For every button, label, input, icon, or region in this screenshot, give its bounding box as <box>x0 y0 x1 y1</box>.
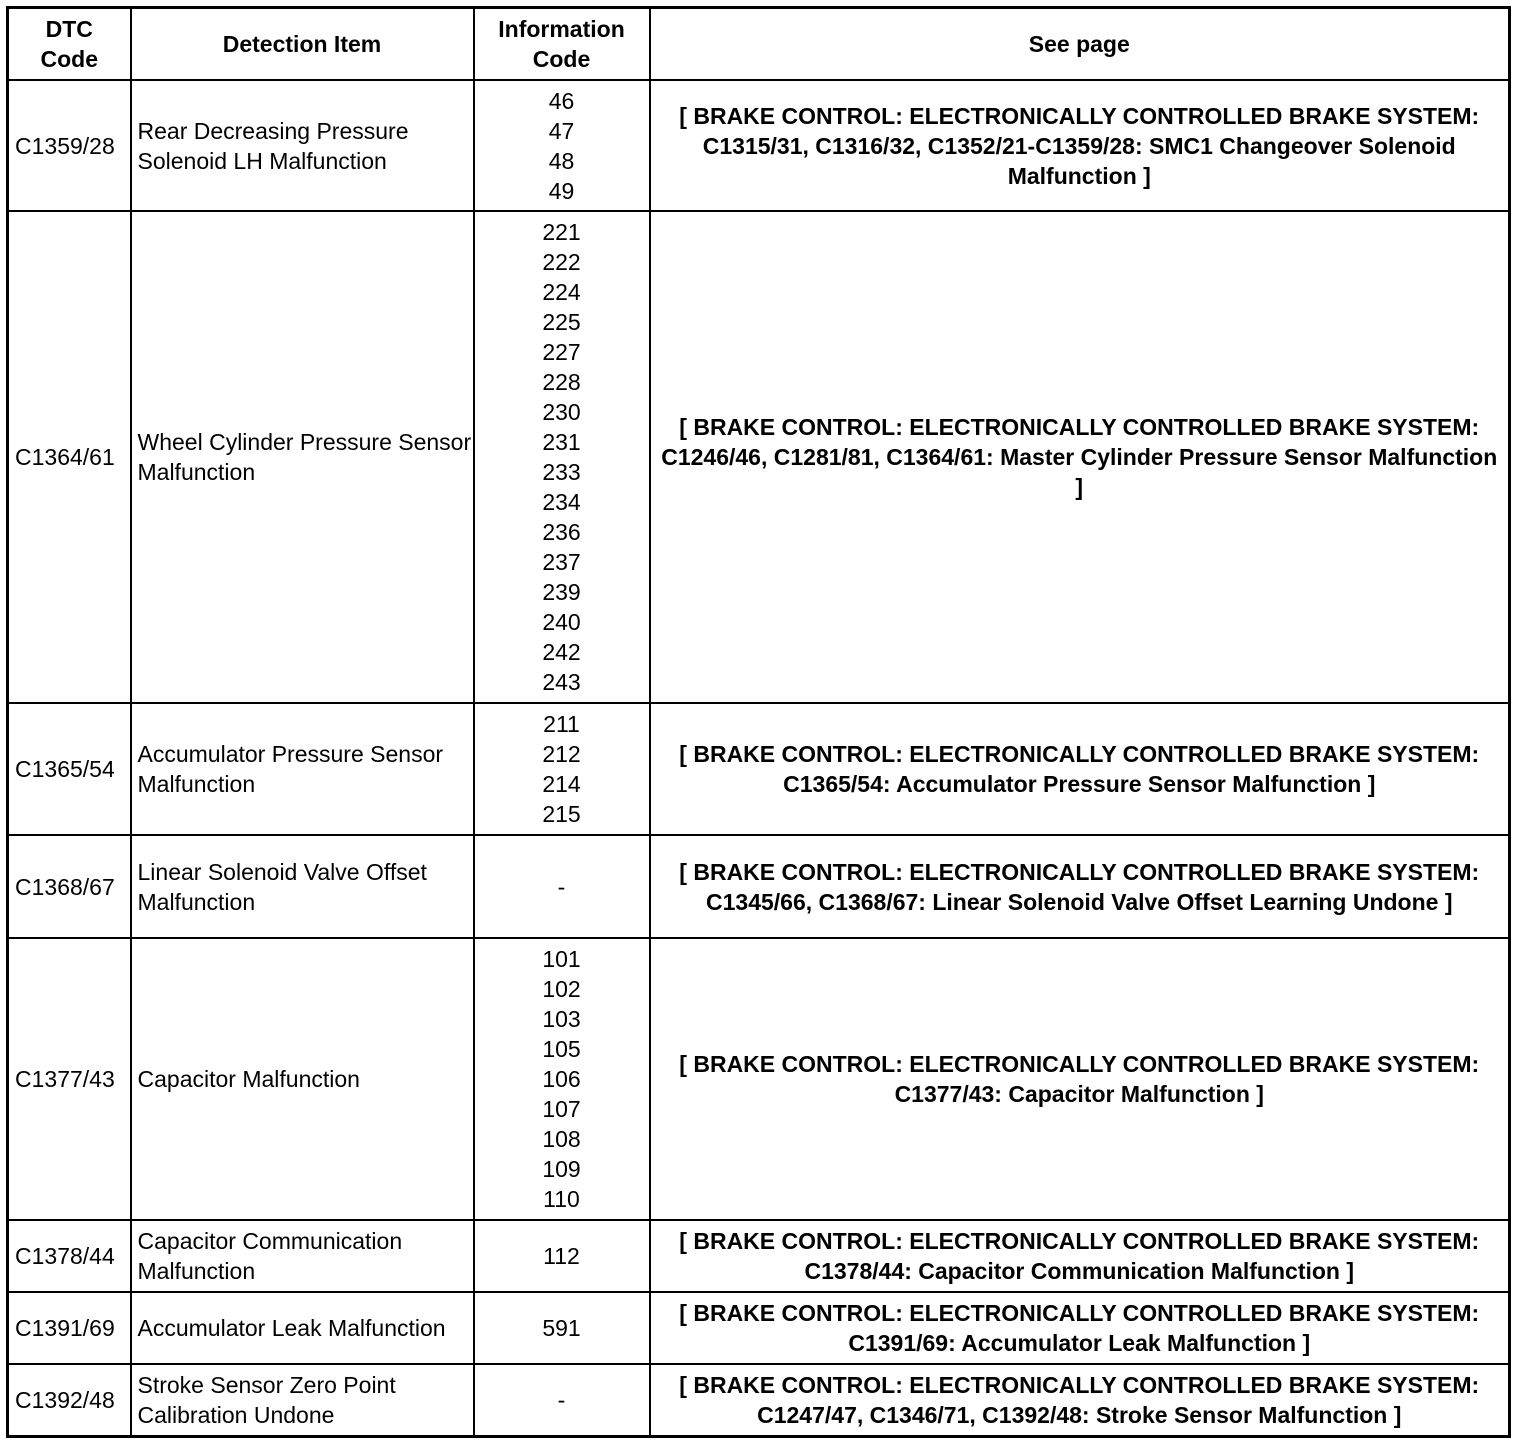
see-page-link[interactable]: [ BRAKE CONTROL: ELECTRONICALLY CONTROLLED BRAKE SYSTEM: C1345/66, C1368/67: Linear Solenoid Valve Offset Learning Undone ] <box>650 835 1510 938</box>
information-code: 237 <box>542 549 581 575</box>
table-row <box>8 835 1510 938</box>
see-page-link[interactable]: [ BRAKE CONTROL: ELECTRONICALLY CONTROLLED BRAKE SYSTEM: C1247/47, C1346/71, C1392/48: Stroke Sensor Malfunction ] <box>650 1364 1510 1436</box>
information-code: 221 <box>542 219 581 245</box>
table-row <box>8 1220 1510 1292</box>
information-code: 233 <box>542 459 581 485</box>
see-page-link[interactable]: [ BRAKE CONTROL: ELECTRONICALLY CONTROLLED BRAKE SYSTEM: C1315/31, C1316/32, C1352/21-C1359/28: SMC1 Changeover Solenoid Malfunction ] <box>650 80 1510 211</box>
dtc-code-cell: C1359/28 <box>8 80 131 211</box>
table-row <box>8 703 1510 835</box>
information-code: 106 <box>542 1066 581 1092</box>
information-code: 101 <box>542 946 581 972</box>
information-code: 105 <box>542 1036 581 1062</box>
table-row <box>8 1292 1510 1364</box>
information-code: 48 <box>548 147 575 174</box>
information-code: 242 <box>542 639 581 665</box>
information-code: - <box>557 1386 566 1413</box>
information-code: 230 <box>542 399 581 425</box>
information-code: 110 <box>543 1186 580 1212</box>
information-code-cell <box>474 80 650 211</box>
table-body <box>8 80 1510 1436</box>
table-row <box>8 211 1510 703</box>
detection-item-cell: Capacitor Malfunction <box>131 938 474 1220</box>
header-information-code: Information Code <box>474 8 650 81</box>
information-code: 234 <box>542 489 581 515</box>
detection-item-cell: Stroke Sensor Zero Point Calibration Undone <box>131 1364 474 1436</box>
information-code: 49 <box>548 177 575 204</box>
information-code: 231 <box>542 429 581 455</box>
table-row <box>8 80 1510 211</box>
detection-item-cell: Wheel Cylinder Pressure Sensor Malfunction <box>131 211 474 703</box>
information-code: 47 <box>548 117 575 144</box>
table-header-row <box>8 8 1510 81</box>
header-detection-item: Detection Item <box>131 8 474 81</box>
information-code: 228 <box>542 369 581 395</box>
dtc-code-cell: C1364/61 <box>8 211 131 703</box>
dtc-code-cell: C1391/69 <box>8 1292 131 1364</box>
information-code: 239 <box>542 579 581 605</box>
information-code-cell <box>474 1292 650 1364</box>
information-code: 224 <box>542 279 581 305</box>
information-code: 240 <box>542 609 581 635</box>
information-code: - <box>557 873 566 900</box>
information-code: 591 <box>542 1315 581 1341</box>
dtc-table <box>6 6 1511 1438</box>
information-code: 227 <box>542 339 581 365</box>
information-code: 222 <box>542 249 581 275</box>
information-code: 243 <box>542 669 581 695</box>
header-dtc-code: DTC Code <box>8 8 131 81</box>
information-code-cell <box>474 1364 650 1436</box>
detection-item-cell: Accumulator Leak Malfunction <box>131 1292 474 1364</box>
information-code: 112 <box>543 1243 580 1269</box>
detection-item-cell: Accumulator Pressure Sensor Malfunction <box>131 703 474 835</box>
information-code: 107 <box>542 1096 581 1122</box>
information-code: 102 <box>542 976 581 1002</box>
table-row <box>8 1364 1510 1436</box>
information-code: 212 <box>542 741 581 767</box>
see-page-link[interactable]: [ BRAKE CONTROL: ELECTRONICALLY CONTROLLED BRAKE SYSTEM: C1246/46, C1281/81, C1364/61: Master Cylinder Pressure Sensor Malfunction ] <box>650 211 1510 703</box>
information-code-cell <box>474 835 650 938</box>
information-code-cell <box>474 703 650 835</box>
information-code-cell <box>474 1220 650 1292</box>
information-code: 215 <box>542 801 581 827</box>
dtc-code-cell: C1368/67 <box>8 835 131 938</box>
detection-item-cell: Linear Solenoid Valve Offset Malfunction <box>131 835 474 938</box>
information-code: 225 <box>542 309 581 335</box>
information-code: 109 <box>542 1156 581 1182</box>
information-code: 46 <box>548 87 575 114</box>
see-page-link[interactable]: [ BRAKE CONTROL: ELECTRONICALLY CONTROLLED BRAKE SYSTEM: C1365/54: Accumulator Pressure Sensor Malfunction ] <box>650 703 1510 835</box>
information-code: 211 <box>543 711 580 737</box>
dtc-code-cell: C1392/48 <box>8 1364 131 1436</box>
detection-item-cell: Capacitor Communication Malfunction <box>131 1220 474 1292</box>
information-code-cell <box>474 211 650 703</box>
header-see-page: See page <box>650 8 1510 81</box>
information-code-cell <box>474 938 650 1220</box>
information-code: 103 <box>542 1006 581 1032</box>
information-code: 236 <box>542 519 581 545</box>
dtc-code-cell: C1365/54 <box>8 703 131 835</box>
information-code: 108 <box>542 1126 581 1152</box>
see-page-link[interactable]: [ BRAKE CONTROL: ELECTRONICALLY CONTROLLED BRAKE SYSTEM: C1377/43: Capacitor Malfunction ] <box>650 938 1510 1220</box>
detection-item-cell: Rear Decreasing Pressure Solenoid LH Malfunction <box>131 80 474 211</box>
see-page-link[interactable]: [ BRAKE CONTROL: ELECTRONICALLY CONTROLLED BRAKE SYSTEM: C1378/44: Capacitor Communication Malfunction ] <box>650 1220 1510 1292</box>
see-page-link[interactable]: [ BRAKE CONTROL: ELECTRONICALLY CONTROLLED BRAKE SYSTEM: C1391/69: Accumulator Leak Malfunction ] <box>650 1292 1510 1364</box>
information-code: 214 <box>542 771 581 797</box>
dtc-code-cell: C1377/43 <box>8 938 131 1220</box>
table-row <box>8 938 1510 1220</box>
dtc-code-cell: C1378/44 <box>8 1220 131 1292</box>
